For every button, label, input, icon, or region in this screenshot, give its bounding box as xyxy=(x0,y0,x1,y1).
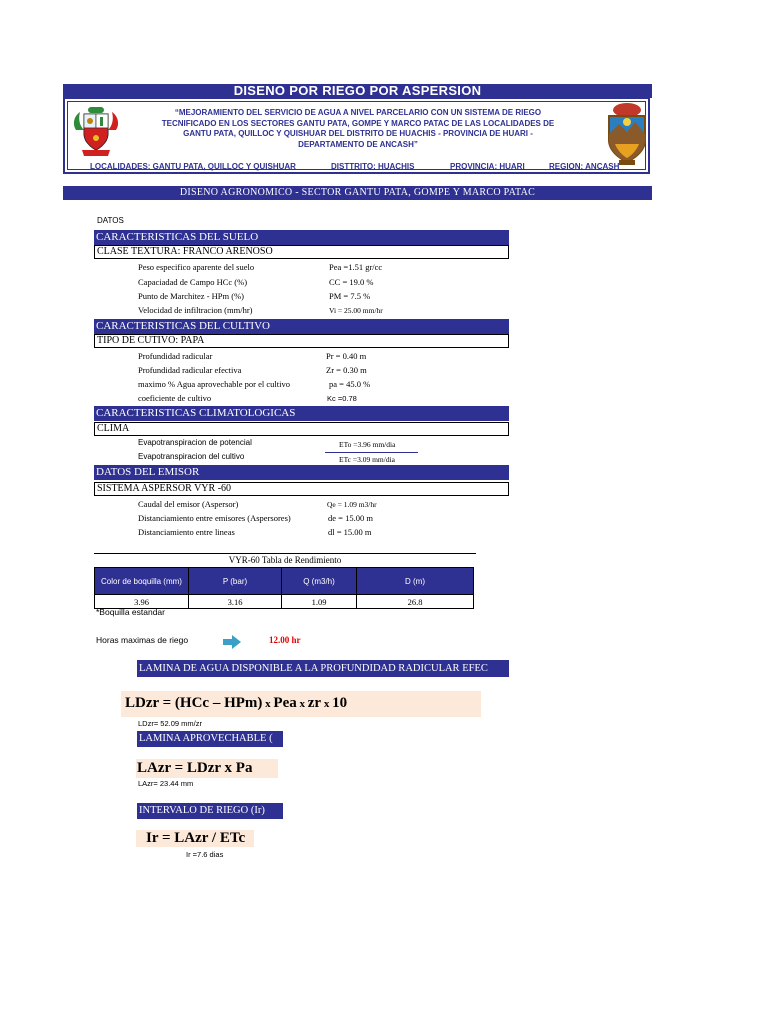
arrow-right-icon xyxy=(222,634,242,650)
intervalo-riego-title: INTERVALO DE RIEGO (Ir) xyxy=(137,803,283,819)
subtitle-bar: DISENO AGRONOMICO - SECTOR GANTU PATA, GOMPE Y MARCO PATAC xyxy=(63,186,652,200)
eto-underline xyxy=(325,452,418,453)
lamina-disponible-title: LAMINA DE AGUA DISPONIBLE A LA PROFUNDIDAD RADICULAR EFEC xyxy=(137,660,509,677)
clima-label: Evapotranspiracion de potencial xyxy=(138,438,252,447)
provincia-label: PROVINCIA: HUARI xyxy=(450,162,525,171)
formula-ir: Ir = LAzr / ETc xyxy=(146,830,246,846)
table-header-cell: Color de boquilla (mm) xyxy=(95,568,189,595)
project-line: GANTU PATA, QUILLOC Y QUISHUAR DEL DISTRITO DE HUACHIS - PROVINCIA DE HUARI - xyxy=(183,129,533,138)
formula-ldzr-main: LDzr = (HCc – HPm) xyxy=(125,695,263,711)
table-header-row xyxy=(95,568,474,595)
table-header-cell: D (m) xyxy=(357,568,474,595)
cultivo-label: Profundidad radicular efectiva xyxy=(138,365,242,375)
performance-table xyxy=(94,567,474,609)
section-suelo-sub: CLASE TEXTURA: FRANCO ARENOSO xyxy=(94,245,509,259)
ir-result: Ir =7.6 dias xyxy=(186,850,224,859)
formula-zr: zr xyxy=(307,695,322,711)
clima-label: Evapotranspiracion del cultivo xyxy=(138,452,245,461)
main-title: DISENO POR RIEGO POR ASPERSION xyxy=(63,84,652,98)
section-emisor-title: DATOS DEL EMISOR xyxy=(94,465,509,480)
formula-pea: Pea xyxy=(273,695,297,711)
formula-x: x xyxy=(321,698,333,710)
lamina-aprovechable-title: LAMINA APROVECHABLE ( xyxy=(137,731,283,747)
project-line: TECNIFICADO EN LOS SECTORES GANTU PATA, GOMPE Y MARCO PATAC DE LAS LOCALIDADES DE xyxy=(161,118,555,128)
emisor-label: Caudal del emisor (Aspersor) xyxy=(138,499,239,509)
table-header-cell: P (bar) xyxy=(189,568,282,595)
cultivo-value: Kc =0.78 xyxy=(327,394,357,403)
cultivo-label: Profundidad radicular xyxy=(138,351,213,361)
section-clima-sub: CLIMA xyxy=(94,422,509,436)
project-line: “MEJORAMIENTO DEL SERVICIO DE AGUA A NIVEL PARCELARIO CON UN SISTEMA DE RIEGO xyxy=(174,108,542,117)
formula-lazr: LAzr = LDzr x Pa xyxy=(137,760,253,776)
section-cultivo-title: CARACTERISTICAS DEL CULTIVO xyxy=(94,319,509,334)
emisor-label: Distanciamiento entre emisores (Aspersores) xyxy=(138,513,291,523)
emisor-value: dl = 15.00 m xyxy=(328,527,372,537)
section-suelo-title: CARACTERISTICAS DEL SUELO xyxy=(94,230,509,245)
lazr-result: LAzr= 23.44 mm xyxy=(138,779,194,788)
ldzr-result: LDzr= 52.09 mm/zr xyxy=(138,719,202,728)
clima-value: ETc =3.09 mm/dia xyxy=(339,455,395,464)
suelo-value: Pea =1.51 gr/cc xyxy=(329,262,383,272)
project-line: DEPARTAMENTO DE ANCASH” xyxy=(298,139,418,149)
emisor-label: Distanciamiento entre lineas xyxy=(138,527,235,537)
table-cell: 3.16 xyxy=(189,595,282,609)
formula-x: x xyxy=(262,698,274,710)
formula-x: x xyxy=(296,698,308,710)
horas-value: 12.00 hr xyxy=(269,635,301,645)
cultivo-value: Pr = 0.40 m xyxy=(326,351,367,361)
section-cultivo-sub: TIPO DE CUTIVO: PAPA xyxy=(94,334,509,348)
cultivo-label: coeficiente de cultivo xyxy=(138,393,212,403)
cultivo-value: pa = 45.0 % xyxy=(329,379,371,389)
horas-label: Horas maximas de riego xyxy=(96,635,189,645)
emisor-value: de = 15.00 m xyxy=(328,513,373,523)
suelo-label: Capaciadad de Campo HCc (%) xyxy=(138,277,248,287)
suelo-label: Punto de Marchitez - HPm (%) xyxy=(138,291,244,301)
table-header-cell: Q (m3/h) xyxy=(282,568,357,595)
table-title: VYR-60 Tabla de Rendimiento xyxy=(228,555,342,565)
suelo-value: PM = 7.5 % xyxy=(329,291,371,301)
cultivo-value: Zr = 0.30 m xyxy=(326,365,367,375)
distrito-label: DISTTRITO: HUACHIS xyxy=(331,162,415,171)
emisor-value: Qe = 1.09 m3/hr xyxy=(327,500,377,509)
table-cell: 26.8 xyxy=(357,595,474,609)
suelo-label: Velocidad de infiltracion (mm/hr) xyxy=(138,305,253,315)
section-emisor-sub: SISTEMA ASPERSOR VYR -60 xyxy=(94,482,509,496)
ancash-emblem-icon xyxy=(601,100,653,168)
formula-ldzr xyxy=(125,695,347,712)
project-title xyxy=(140,108,576,150)
region-label: REGION: ANCASH xyxy=(549,162,620,171)
suelo-value: Vi = 25.00 mm/hr xyxy=(329,306,383,315)
section-clima-title: CARACTERISTICAS CLIMATOLOGICAS xyxy=(94,406,509,421)
formula-10: 10 xyxy=(332,695,348,711)
datos-label: DATOS xyxy=(97,216,124,225)
localidades-label: LOCALIDADES: GANTU PATA, QUILLOC Y QUISHUAR xyxy=(90,162,296,171)
suelo-label: Peso especifico aparente del suelo xyxy=(138,262,255,272)
table-top-rule xyxy=(94,553,476,554)
table-cell: 1.09 xyxy=(282,595,357,609)
cultivo-label: maximo % Agua aprovechable por el cultivo xyxy=(138,379,291,389)
peru-coat-of-arms-icon xyxy=(70,104,122,160)
clima-value: ETo =3.96 mm/dia xyxy=(339,440,396,449)
table-cell: 3.96 xyxy=(95,595,189,609)
table-note: *Boquilla estandar xyxy=(96,607,165,617)
suelo-value: CC = 19.0 % xyxy=(329,277,374,287)
